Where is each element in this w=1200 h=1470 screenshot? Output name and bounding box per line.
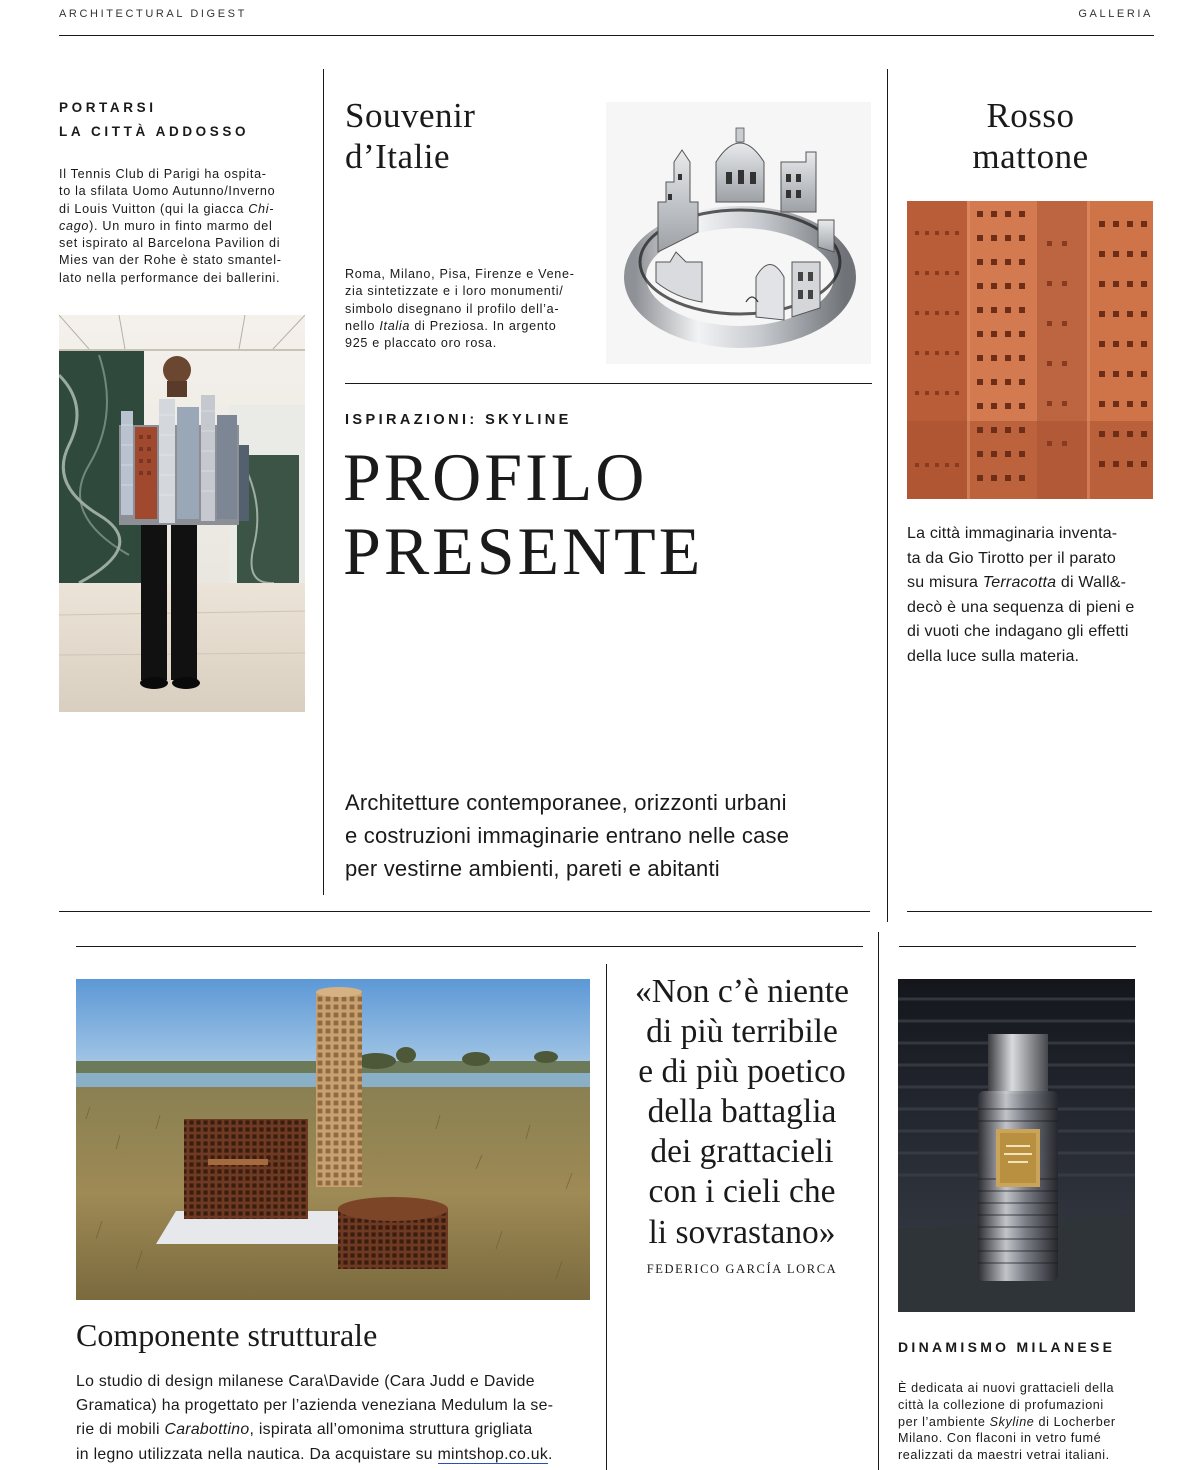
feature-standfirst: Architetture contemporanee, orizzonti urbani e costruzioni immaginarie entrano nelle case per vestirne ambienti, pareti e abitanti xyxy=(345,790,790,881)
skyline-ring-photo xyxy=(606,102,871,364)
header-rule xyxy=(59,35,1154,36)
souvenir-title: Souvenir d’Italie xyxy=(345,96,476,176)
section-name: GALLERIA xyxy=(1078,8,1153,20)
article-kicker: PORTARSI LA CITTÀ ADDOSSO xyxy=(59,100,250,139)
terracotta-wallpaper-photo xyxy=(907,201,1153,499)
mintshop-link[interactable]: mintshop.co.uk xyxy=(437,1445,549,1463)
dinamismo-body: È dedicata ai nuovi grattacieli della città la collezione di profumazioni per l’ambiente Skyline di Locherber Milano. Con flaconi in vetro fumé realizzati da maestri vetrai italiani. xyxy=(898,1381,1116,1463)
section-rule xyxy=(76,946,863,947)
magazine-name: ARCHITECTURAL DIGEST xyxy=(59,8,247,20)
column-rule xyxy=(323,69,324,895)
souvenir-body: Roma, Milano, Pisa, Firenze e Vene- zia sintetizzate e i loro monumenti/ simbolo disegnano il profilo dell’a- nello Italia di Preziosa. In argento 925 e placcato oro rosa. xyxy=(345,267,575,351)
column-rule xyxy=(606,964,607,1470)
fashion-model-photo xyxy=(59,315,305,712)
column-rule xyxy=(887,69,888,922)
quote-author: FEDERICO GARCÍA LORCA xyxy=(646,1262,838,1276)
rosso-title: Rosso mattone xyxy=(972,96,1089,176)
section-rule xyxy=(59,911,870,912)
componente-body: Lo studio di design milanese Cara\Davide (Cara Judd e Davide Gramatica) ha progettato per l’azienda veneziana Medulum la se- rie di mobili Carabottino, ispirata all’omonima struttura grigliata in legno utilizzata nella nautica. Da acquistare su mintshop.co.uk. xyxy=(76,1373,554,1463)
rosso-body: La città immaginaria inventa- ta da Gio Tirotto per il parato su misura Terracotta di Wall&- decò è una sequenza di pieni e di vuoti che indagano gli effetti della luce sulla materia. xyxy=(907,525,1135,665)
section-rule xyxy=(907,911,1152,912)
feature-kicker: ISPIRAZIONI: SKYLINE xyxy=(345,412,572,428)
dinamismo-kicker: DINAMISMO MILANESE xyxy=(898,1339,1116,1355)
componente-title: Componente strutturale xyxy=(76,1317,378,1353)
section-rule xyxy=(899,946,1136,947)
article-body: Il Tennis Club di Parigi ha ospita- to la sfilata Uomo Autunno/Inverno di Louis Vuitton (qui la giacca Chi- cago). Un muro in finto marmo del set ispirato al Barcelona Pavilion di Mies van der Rohe è stato smantel- lato nella performance dei ballerini. xyxy=(59,167,282,285)
section-rule xyxy=(345,383,872,384)
column-rule xyxy=(878,932,879,1470)
feature-headline: PROFILO PRESENTE xyxy=(343,439,704,589)
pull-quote: «Non c’è niente di più terribile e di più poetico della battaglia dei grattacieli con i cieli che li sovrastano» xyxy=(635,973,849,1251)
carabottino-furniture-photo xyxy=(76,979,590,1300)
locherber-diffuser-photo xyxy=(898,979,1135,1312)
